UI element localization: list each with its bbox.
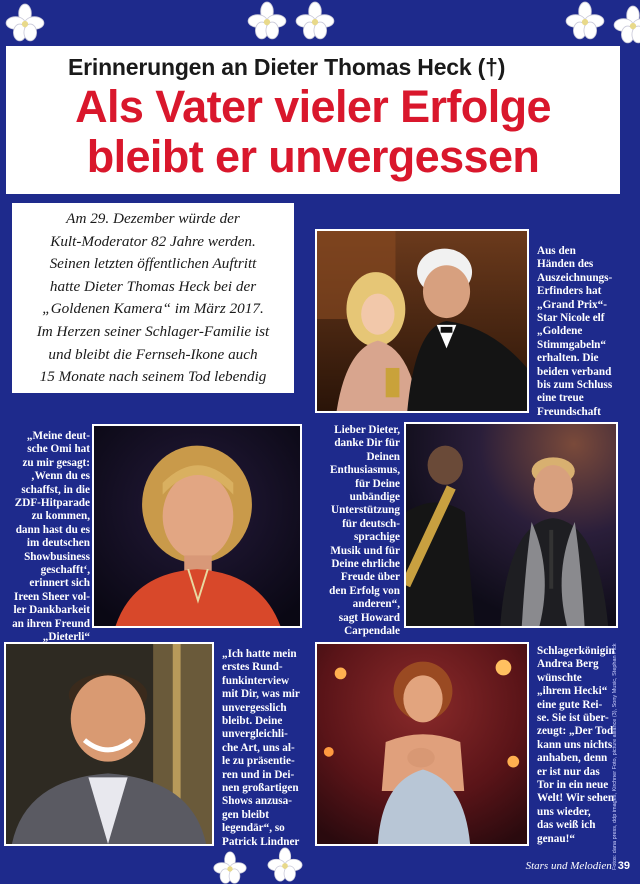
caption-line: kann uns nichts (537, 738, 613, 751)
flower-decoration-icon (212, 850, 248, 884)
caption-line: erstes Rund- (222, 661, 283, 674)
caption-line: an ihren Freund (12, 617, 90, 630)
caption-line: Erfinders hat (537, 285, 602, 298)
caption-nicole (537, 245, 637, 419)
caption-howard (312, 424, 400, 639)
caption-line: gen bleibt (222, 808, 269, 821)
caption-line: er ist nur das (537, 765, 600, 778)
magazine-name: Stars und Melodien (525, 860, 612, 872)
caption-line: Enthusiasmus, (330, 464, 400, 477)
article-headline (6, 82, 620, 182)
caption-line: zu mir gesagt: (22, 456, 90, 469)
intro-line: Seinen letzten öffentlichen Auftritt (49, 255, 257, 273)
intro-line: „Goldenen Kamera“ im März 2017. (42, 300, 264, 318)
caption-line: mit Dir, was mir (222, 688, 300, 701)
caption-line: anhaben, denn (537, 752, 608, 765)
caption-patrick (222, 648, 310, 849)
caption-line: eine gute Rei- (537, 698, 603, 711)
caption-line: schaffst, in die (21, 483, 90, 496)
caption-line: eine treue (537, 392, 584, 405)
caption-line: nen großartigen (222, 782, 299, 795)
caption-line: zu kommen, (31, 510, 90, 523)
caption-line: sche Omi hat (27, 443, 90, 456)
caption-line: Ireen Sheer vol- (13, 590, 90, 603)
caption-andrea (537, 645, 637, 846)
caption-line: zeugt: „Der Tod (537, 725, 614, 738)
caption-line: Unterstützung (331, 504, 400, 517)
caption-line: ‚Wenn du es (30, 470, 90, 483)
caption-line: „Dieterli“ (42, 631, 90, 644)
caption-line: das weiß ich (537, 819, 596, 832)
caption-line: unbändige (349, 491, 400, 504)
caption-line: sagt Howard (338, 611, 400, 624)
caption-line: bleibt. Deine (222, 715, 283, 728)
intro-line: hatte Dieter Thomas Heck bei der (49, 277, 257, 295)
caption-line: Freude über (340, 571, 400, 584)
caption-line: anderen“, (352, 598, 400, 611)
caption-line: Musik und für (330, 544, 400, 557)
caption-line: für Deine (355, 477, 400, 490)
caption-line: Welt! Wir sehen (537, 792, 615, 805)
caption-line: geschafft‘, (40, 564, 90, 577)
caption-line: genau!“ (537, 832, 575, 845)
caption-line: „Goldene (537, 325, 583, 338)
photo-howard-carpendale (404, 422, 618, 628)
caption-line: unvergleichli- (222, 728, 288, 741)
flower-decoration-icon (294, 0, 336, 42)
caption-line: Patrick Lindner (222, 835, 300, 848)
caption-line: „Grand Prix“- (537, 298, 607, 311)
caption-line: wünschte (537, 671, 582, 684)
caption-line: unvergesslich (222, 701, 287, 714)
caption-line: dann hast du es (15, 523, 90, 536)
photo-credit: Fotos: dana press, ddp images, Kirchner Foto, picture alliance (3), Sony Music, Stephan Pick (612, 643, 618, 870)
photo-ireen-sheer (92, 424, 302, 628)
caption-line: erinnert sich (29, 577, 90, 590)
caption-line: le zu präsentie- (222, 755, 295, 768)
intro-line: und bleibt die Fernseh-Ikone auch (48, 345, 258, 363)
caption-line: danke Dir für (334, 437, 400, 450)
flower-decoration-icon (246, 0, 288, 42)
caption-line: Aus den (537, 245, 576, 257)
caption-line: Auszeichnungs- (537, 271, 613, 284)
caption-line: Freundschaft (537, 405, 601, 418)
caption-line: Andrea Berg (537, 658, 599, 671)
photo-patrick-lindner (4, 642, 214, 846)
caption-line: legendär“, so (222, 822, 285, 835)
caption-ireen (6, 430, 90, 645)
caption-line: Shows anzusa- (222, 795, 292, 808)
caption-line: Tor in ein neue (537, 779, 609, 792)
photo-andrea-berg (315, 642, 529, 846)
caption-line: Carpendale (344, 625, 400, 638)
header-box (6, 46, 620, 194)
caption-line: „Ich hatte mein (222, 648, 297, 660)
article-kicker: Erinnerungen an Dieter Thomas Heck (†) (68, 54, 506, 80)
caption-line: uns wieder, (537, 805, 591, 818)
caption-line: Stimmgabeln“ (537, 338, 606, 351)
caption-line: Deine ehrliche (331, 558, 400, 571)
headline-line-1: Als Vater vieler Erfolge (75, 81, 551, 132)
caption-line: Showbusiness (24, 550, 90, 563)
page-number: 39 (617, 860, 630, 872)
caption-line: ren und in Dei- (222, 768, 295, 781)
caption-line: Star Nicole elf (537, 312, 605, 325)
caption-line: Händen des (537, 258, 594, 271)
caption-line: für deutsch- (342, 517, 400, 530)
intro-text-box (12, 203, 294, 393)
caption-line: ZDF-Hitparade (14, 497, 90, 510)
flower-decoration-icon (266, 846, 304, 884)
caption-line: sprachige (354, 531, 400, 544)
intro-line: Im Herzen seiner Schlager-Familie ist (36, 322, 270, 340)
caption-line: Lieber Dieter, (334, 424, 400, 436)
flower-decoration-icon (564, 0, 606, 42)
caption-line: den Erfolg von (329, 584, 400, 597)
caption-line: beiden verband (537, 365, 612, 378)
page-footer (430, 860, 630, 872)
caption-line: „Meine deut- (26, 430, 90, 442)
intro-line: Kult-Moderator 82 Jahre werden. (50, 232, 256, 250)
photo-nicole-heck (315, 229, 529, 413)
caption-line: se. Sie ist über- (537, 712, 609, 725)
intro-line: 15 Monate nach seinem Tod lebendig (39, 368, 267, 386)
caption-line: „ihrem Hecki“ (537, 685, 608, 698)
caption-line: Deinen (366, 450, 400, 463)
caption-line: che Art, uns al- (222, 741, 295, 754)
flower-decoration-icon (4, 2, 46, 44)
caption-line: Schlagerkönigin (537, 645, 615, 657)
caption-line: bis zum Schluss (537, 379, 613, 392)
caption-line: im deutschen (26, 537, 90, 550)
caption-line: funkinterview (222, 674, 290, 687)
intro-line: Am 29. Dezember würde der (66, 210, 240, 227)
caption-line: erhalten. Die (537, 352, 599, 365)
flower-decoration-icon (612, 4, 640, 46)
headline-line-2: bleibt er unvergessen (86, 131, 540, 182)
caption-line: ler Dankbarkeit (13, 604, 90, 617)
